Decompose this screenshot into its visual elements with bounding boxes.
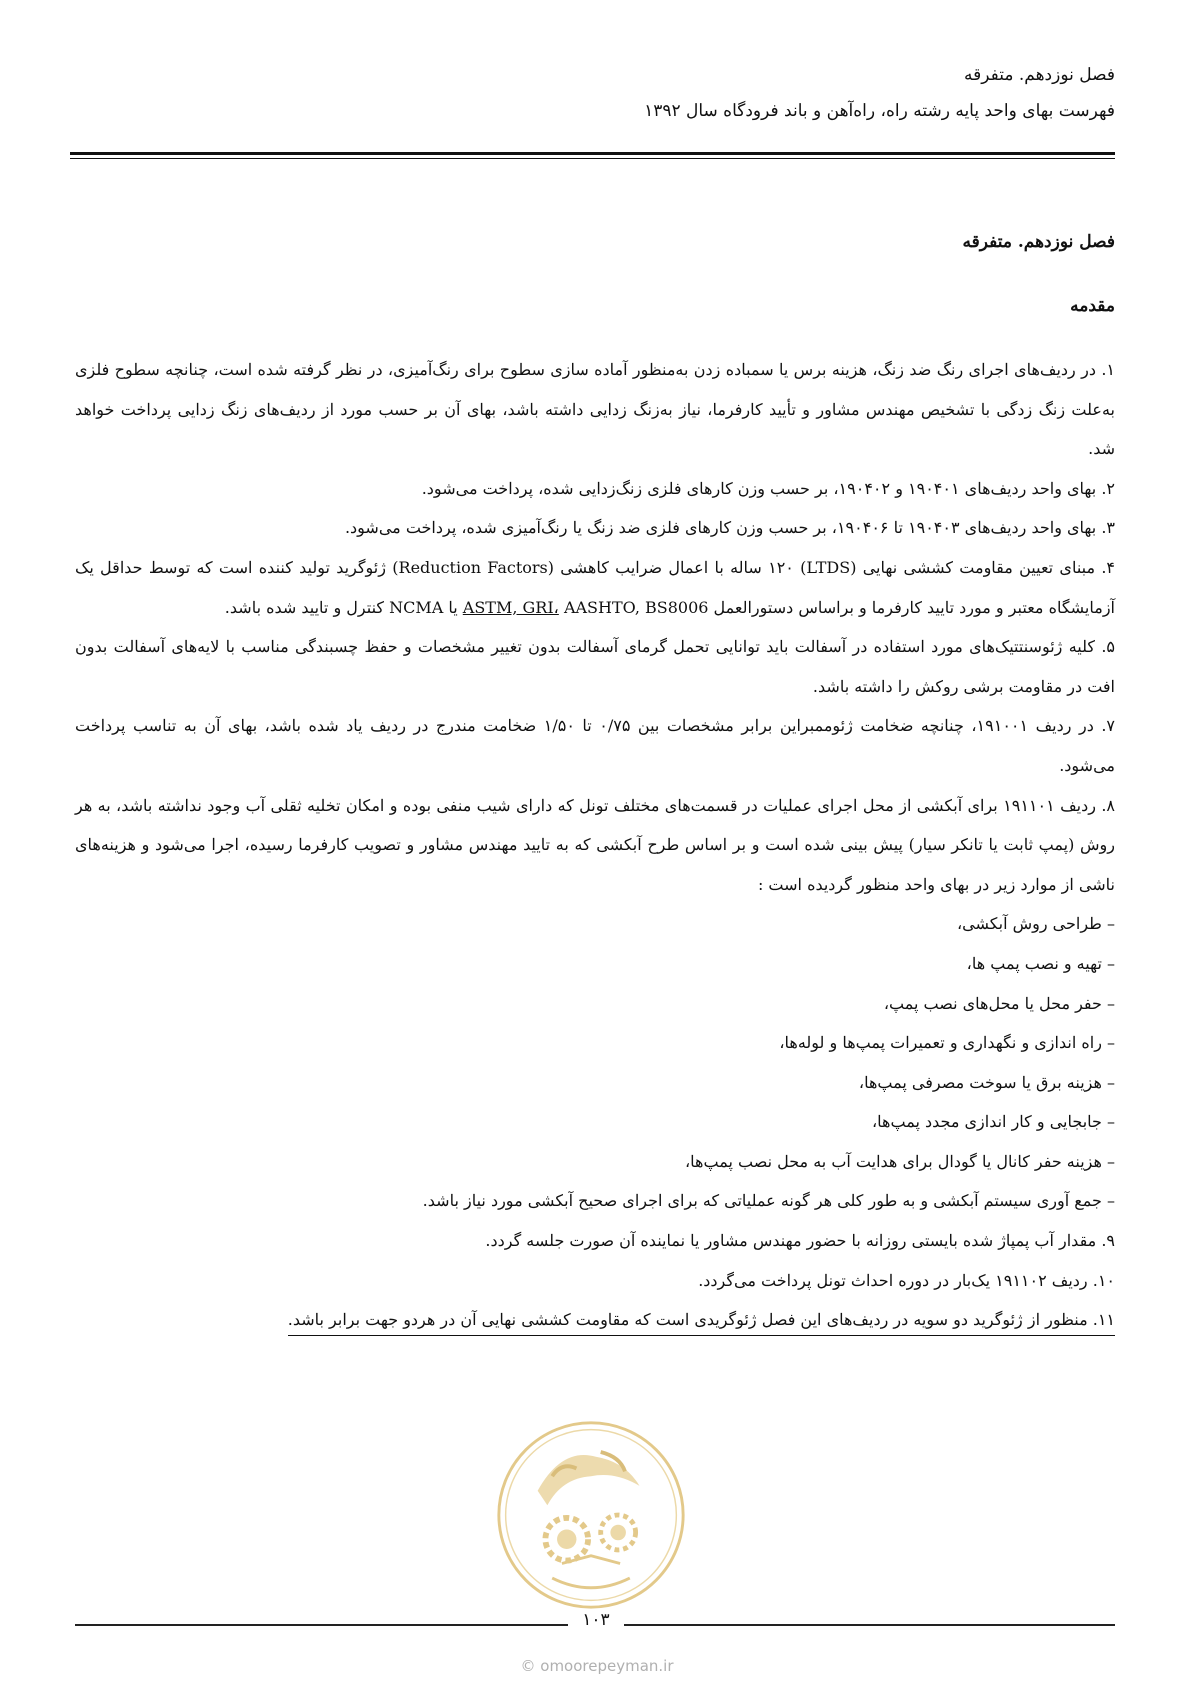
paragraph-1: ۱. در ردیف‌های اجرای رنگ ضد زنگ، هزینه برس یا سمباده زدن به‌منظور آماده سازی سطوح برای رنگ‌آمیزی، در نظر گرفته شده است، چنانچه سطوح فلزی به‌علت زنگ زدگی با تشخیص مهندس مشاور و تأیید کارفرما، نیاز به‌زنگ زدایی داشته باشد، بهای آن بر حسب مورد از ردیف‌های زنگ زدایی پرداخت خواهد شد. bbox=[75, 360, 1116, 459]
paragraph-4-part-b: AASHTO, BS8006 یا NCMA کنترل و تایید شده باشد. bbox=[224, 597, 709, 617]
section-title: مقدمه bbox=[1070, 296, 1115, 316]
header-rule-thin bbox=[70, 158, 1115, 159]
footer-rule-right bbox=[622, 1624, 1115, 1626]
header-chapter: فصل نوزدهم. متفرقه bbox=[964, 65, 1115, 85]
paragraph-3: ۳. بهای واحد ردیف‌های ۱۹۰۴۰۳ تا ۱۹۰۴۰۶، بر حسب وزن کارهای فلزی ضد زنگ یا رنگ‌آمیزی شده، پرداخت می‌شود. bbox=[344, 518, 1115, 538]
paragraph-11: ۱۱. منظور از ژئوگرید دو سویه در ردیف‌های این فصل ژئوگریدی است که مقاومت کششی نهایی آن در هردو جهت برابر باشد. bbox=[288, 1307, 1115, 1336]
copyright-icon: © bbox=[520, 1657, 541, 1675]
paragraph-7: ۷. در ردیف ۱۹۱۰۰۱، چنانچه ضخامت ژئوممبراین برابر مشخصات بین ۰/۷۵ تا ۱/۵۰ ضخامت مندرج در ردیف یاد شده باشد، بهای آن به تناسب پرداخت می‌شود. bbox=[75, 716, 1116, 775]
bullet-item: – راه اندازی و نگهداری و تعمیرات پمپ‌ها و لوله‌ها، bbox=[779, 1033, 1115, 1053]
website-text: omoorepeyman.ir bbox=[540, 1657, 674, 1675]
bullet-item: – طراحی روش آبکشی، bbox=[957, 914, 1115, 934]
paragraph-9: ۹. مقدار آب پمپاژ شده بایستی روزانه با حضور مهندس مشاور یا نماینده آن صورت جلسه گردد. bbox=[485, 1231, 1115, 1251]
bullet-item: – حفر محل یا محل‌های نصب پمپ، bbox=[883, 993, 1115, 1013]
paragraph-11-wrap bbox=[75, 1300, 1115, 1340]
chapter-title: فصل نوزدهم. متفرقه bbox=[962, 232, 1115, 252]
paragraph-4 bbox=[75, 548, 1115, 627]
paragraph-2: ۲. بهای واحد ردیف‌های ۱۹۰۴۰۱ و ۱۹۰۴۰۲، بر حسب وزن کارهای فلزی زنگ‌زدایی شده، پرداخت می‌شود. bbox=[421, 478, 1115, 498]
bullet-item: – تهیه و نصب پمپ ها، bbox=[966, 953, 1115, 973]
paragraph-5: ۵. کلیه ژئوسنتتیک‌های مورد استفاده در آسفالت باید توانایی تحمل گرمای آسفالت بدون تغییر مشخصات و حفظ چسبندگی مناسب با لایه‌های آسفالت بدون افت در مقاومت برشی روکش را داشته باشد. bbox=[75, 637, 1115, 696]
paragraph-4-standards-link: ASTM, GRI، bbox=[462, 597, 559, 617]
paragraph-4-part-a: ۴. مبنای تعیین مقاومت کششی نهایی (LTDS) ۱۲۰ ساله با اعمال ضرایب کاهشی (Reduction Factors) ژئوگرید تولید کننده است که توسط حداقل یک آزمایشگاه معتبر و مورد تایید کارفرما و براساس دستورالعمل bbox=[75, 557, 1116, 617]
bullet-item: – جابجایی و کار اندازی مجدد پمپ‌ها، bbox=[872, 1112, 1115, 1132]
header-rule-thick bbox=[70, 152, 1115, 155]
header-subtitle: فهرست بهای واحد پایه رشته راه، راه‌آهن و باند فرودگاه سال ۱۳۹۲ bbox=[644, 101, 1115, 121]
bullet-item: – جمع آوری سیستم آبکشی و به طور کلی هر گونه عملیاتی که برای اجرای صحیح آبکشی مورد نیاز باشد. bbox=[422, 1191, 1115, 1211]
seal-logo bbox=[494, 1418, 688, 1612]
footer-rule-left bbox=[75, 1624, 570, 1626]
bullet-item: – هزینه برق یا سوخت مصرفی پمپ‌ها، bbox=[858, 1072, 1115, 1092]
bullet-item: – هزینه حفر کانال یا گودال برای هدایت آب به محل نصب پمپ‌ها، bbox=[685, 1151, 1115, 1171]
paragraph-10: ۱۰. ردیف ۱۹۱۱۰۲ یک‌بار در دوره احداث تونل پرداخت می‌گردد. bbox=[698, 1270, 1115, 1290]
paragraph-8: ۸. ردیف ۱۹۱۱۰۱ برای آبکشی از محل اجرای عملیات در قسمت‌های مختلف تونل که دارای شیب منفی بوده و امکان تخلیه ثقلی آب وجود نداشته باشد، به هر روش (پمپ ثابت یا تانکر سیار) پیش بینی شده است و بر اساس طرح آبکشی که به تایید مهندس مشاور و تصویب کارفرما رسیده، اجرا می‌شود و هزینه‌های ناشی از موارد زیر در بهای واحد منظور گردیده است : bbox=[75, 795, 1115, 894]
document-body bbox=[75, 350, 1115, 1340]
website-watermark bbox=[492, 1657, 702, 1675]
page-number: ۱۰۳ bbox=[568, 1610, 624, 1630]
